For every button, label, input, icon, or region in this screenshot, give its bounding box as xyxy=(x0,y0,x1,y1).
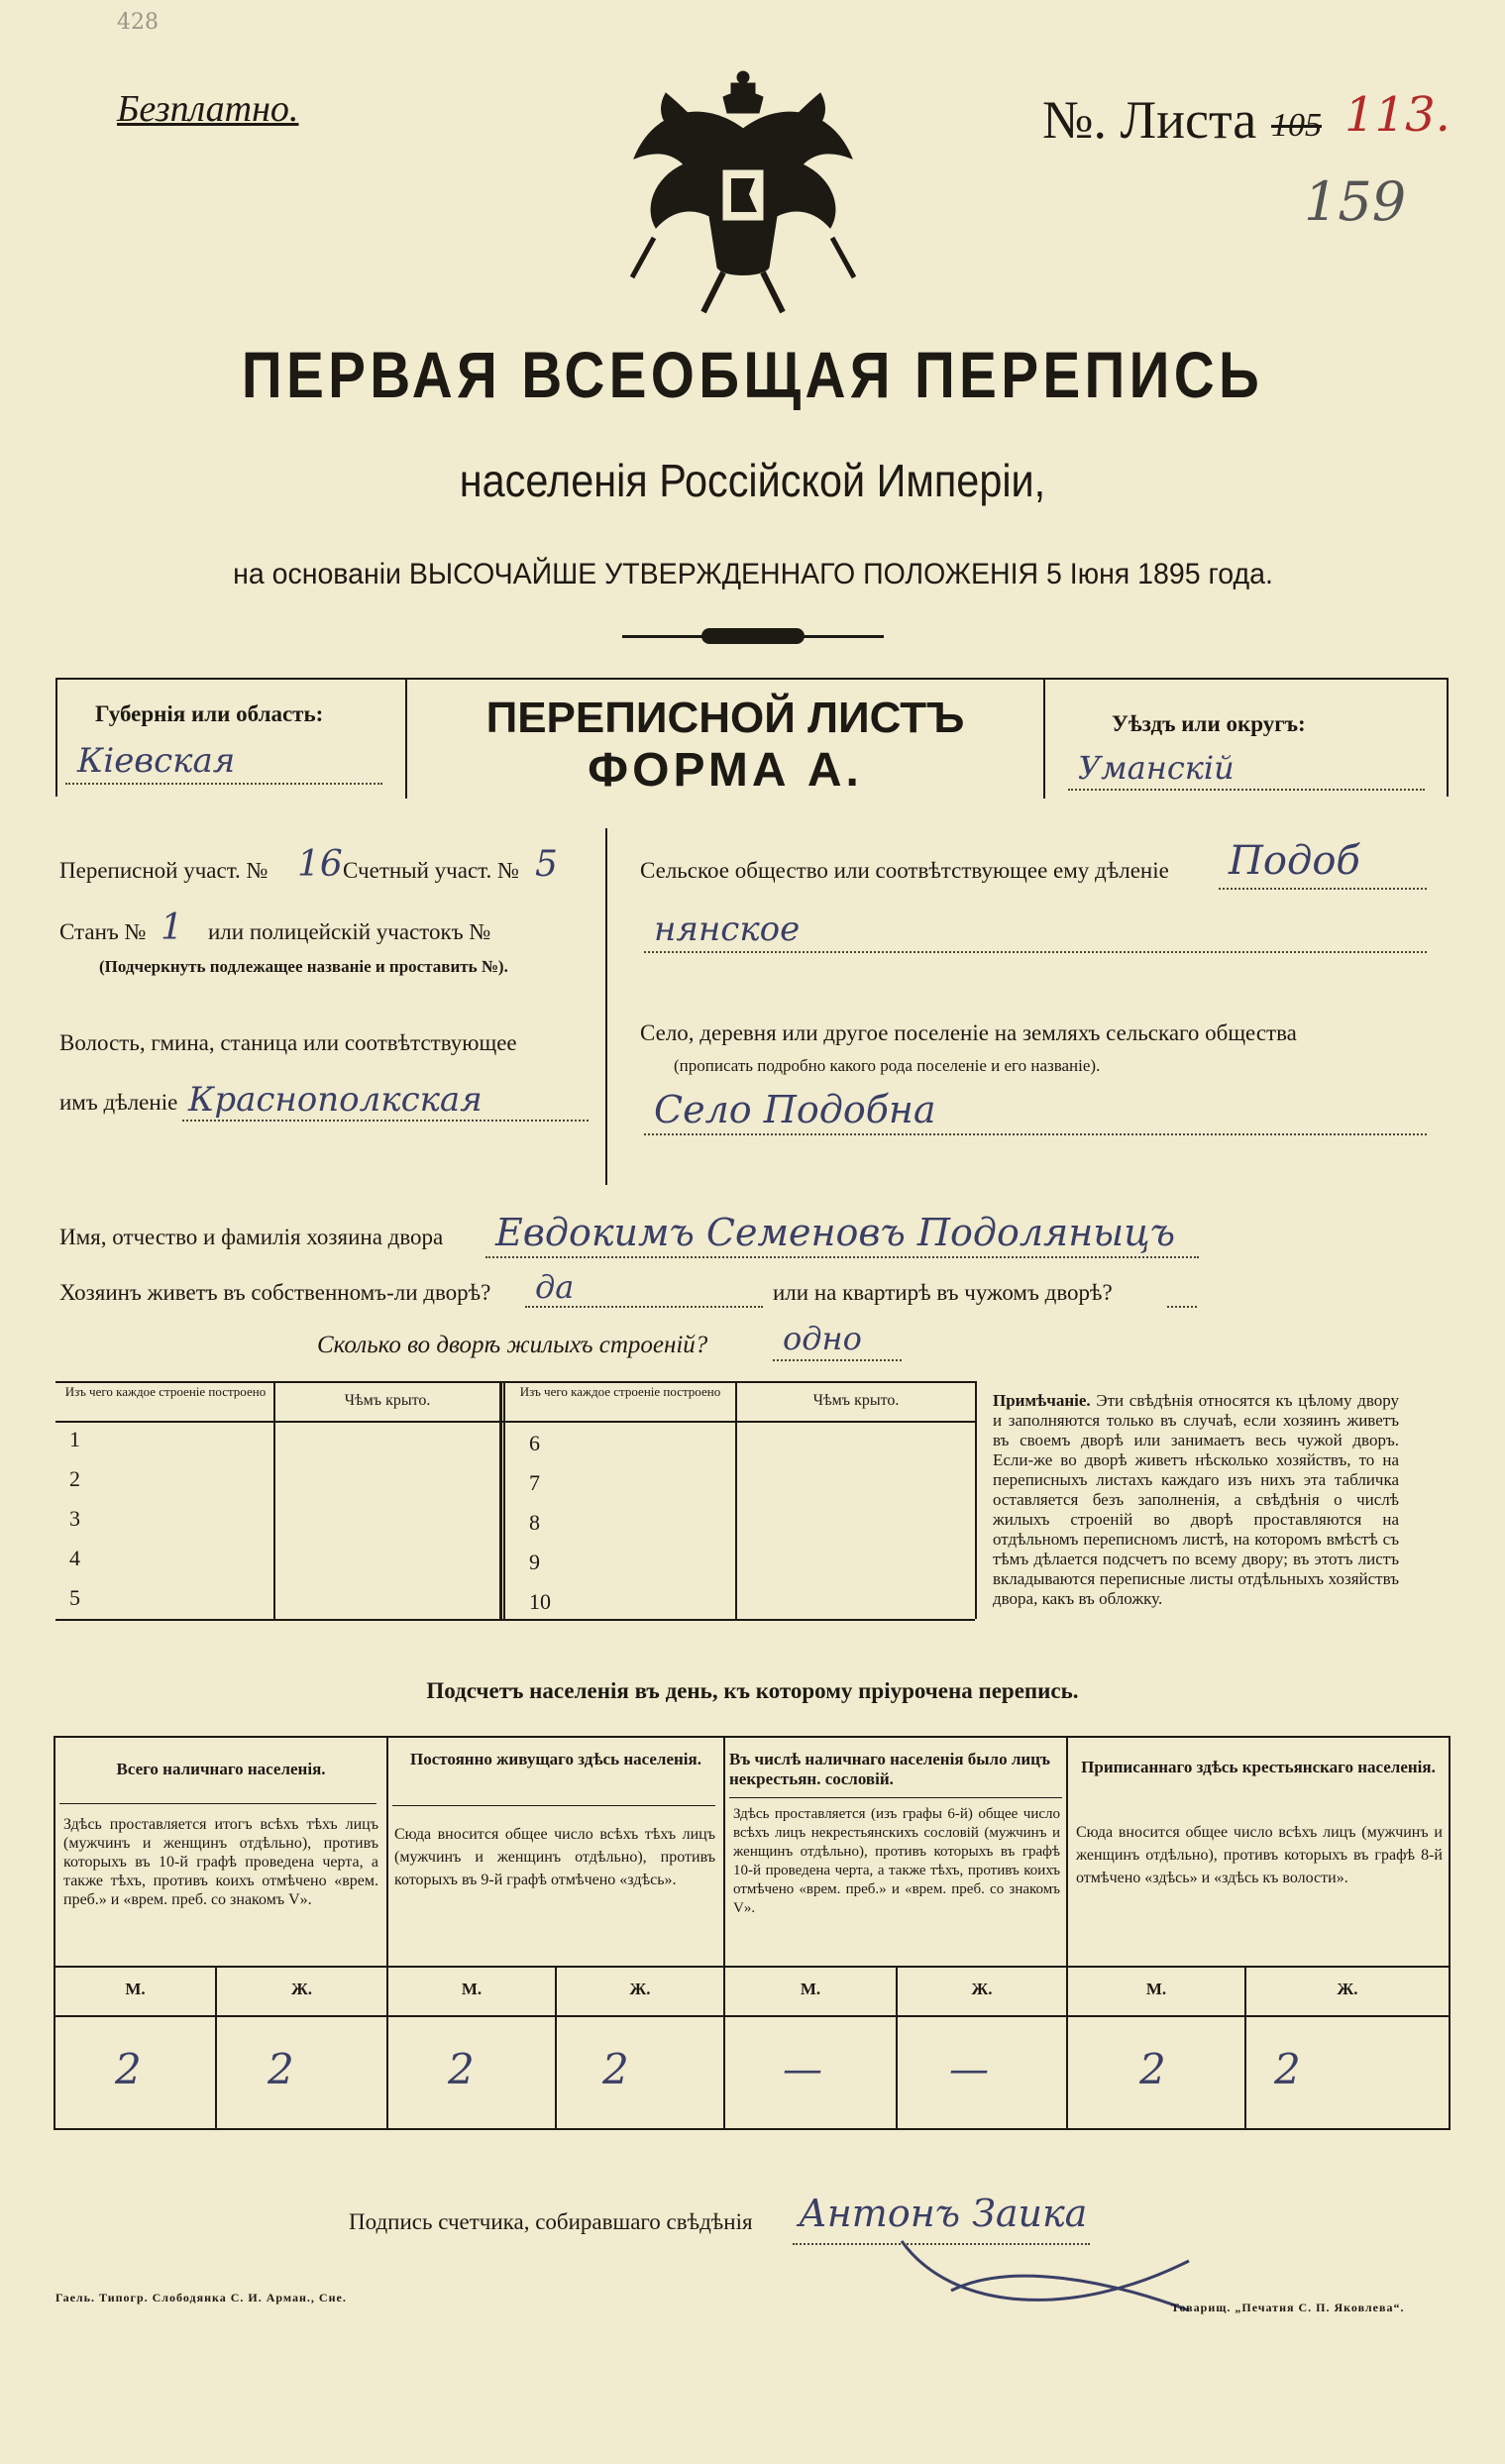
row-number: 4 xyxy=(69,1546,80,1570)
district-value: Уманскій xyxy=(1078,749,1235,787)
count-col2-title: Постоянно живущаго здѣсь населенія. xyxy=(410,1750,701,1768)
stan-value: 1 xyxy=(161,908,183,948)
volost-label-1: Волость, гмина, станица или соотвѣтствующее xyxy=(59,1030,517,1055)
printer-left: Гаель. Типогр. Слободянка С. И. Арман., Сне. xyxy=(55,2291,347,2304)
col-roof-left: Чѣмъ крыто. xyxy=(344,1392,431,1409)
row-number: 9 xyxy=(529,1550,540,1574)
sheet-number-label: №. Листа xyxy=(1042,90,1257,150)
count-col4-title: Приписаннаго здѣсь крестьянскаго населенія. xyxy=(1081,1758,1436,1776)
village-label: Село, деревня или другое поселеніе на земляхъ сельскаго общества xyxy=(640,1020,1297,1045)
note-text: Эти свѣдѣнія относятся къ цѣлому двору и заполняются только въ случаѣ, если хозяинъ живетъ въ своемъ дворѣ или занимаетъ весь чужой дворъ. Если-же во дворѣ живетъ нѣсколько хозяйствъ, то на переписныхъ листахъ каждаго изъ нихъ эта табличка оставляется безъ заполненія, а свѣдѣнія о числѣ жилыхъ строеній во дворѣ проставляются на отдѣльномъ переписномъ листѣ, на которомъ вмѣстѣ съ тѣмъ дѣлается подсчетъ по всему двору; въ этотъ листъ вкладываются переписные листы отдѣльныхъ хозяйствъ двора, какъ въ обложку. xyxy=(993,1391,1400,1608)
count-col4-m-label: М. xyxy=(1145,1980,1167,1998)
row-number: 2 xyxy=(69,1466,80,1491)
printer-right: Товарищ. „Печатня С. П. Яковлева“. xyxy=(1171,2301,1405,2314)
count-col4-text: Сюда вносится общее число всѣхъ лицъ (мужчинъ и женщинъ отдѣльно), противъ которыхъ въ графѣ 8-й отмѣчено «здѣсь» и «здѣсь къ волости». xyxy=(1076,1824,1443,1886)
count-col1-m-value: 2 xyxy=(115,2045,142,2093)
owner-name-label: Имя, отчество и фамилія хозяина двора xyxy=(59,1225,444,1249)
count-col1-text: Здѣсь проставляется итогъ всѣхъ тѣхъ лицъ (мужчинъ и женщинъ отдѣльно), противъ которыхъ въ 10-й графѣ проведена черта, а также тѣхъ, противъ коихъ отмѣчено «врем. преб.» и «врем. преб. со знакомъ V». xyxy=(63,1816,378,1908)
buildings-value: одно xyxy=(783,1320,862,1357)
col-material-right: Изъ чего каждое строеніе построено xyxy=(519,1384,721,1399)
count-area-label: Счетный участ. № xyxy=(343,858,519,883)
row-number: 5 xyxy=(69,1585,80,1610)
volost-label-2: имъ дѣленіе xyxy=(59,1090,178,1115)
count-col1-f-label: Ж. xyxy=(290,1980,313,1998)
count-col3-title: Въ числѣ наличнаго населенія было лицъ некрестьян. сословій. xyxy=(729,1750,1050,1788)
count-col3-m-value: — xyxy=(783,2047,822,2092)
owner-rent-label: или на квартирѣ въ чужомъ дворѣ? xyxy=(773,1280,1113,1305)
page-title: ПЕРВАЯ ВСЕОБЩАЯ ПЕРЕПИСЬ xyxy=(241,338,1264,411)
count-col1-f-value: 2 xyxy=(268,2045,294,2093)
free-label: Безплатно. xyxy=(117,88,299,130)
archive-pencil-mark: 428 xyxy=(117,10,159,35)
sheet-number-crossed: 105 xyxy=(1271,107,1322,144)
buildings-label: Сколько во дворѣ жилыхъ строеній? xyxy=(317,1332,708,1358)
signature-value: Антонъ Заика xyxy=(799,2192,1088,2235)
owner-name-value: Евдокимъ Семеновъ Подоляныцъ xyxy=(495,1211,1176,1254)
note xyxy=(993,1391,1399,1609)
count-col4-f-value: 2 xyxy=(1274,2045,1301,2093)
col-material-left: Изъ чего каждое строеніе построено xyxy=(64,1384,267,1399)
sheet-number-red: 113. xyxy=(1344,87,1451,143)
legal-basis: на основаніи ВЫСОЧАЙШЕ УТВЕРЖДЕННАГО ПОЛОЖЕНІЯ 5 Іюня 1895 года. xyxy=(233,558,1273,590)
district-label: Уѣздъ или округъ: xyxy=(1112,711,1306,736)
count-col2-m-label: М. xyxy=(461,1980,483,1998)
village-value: Село Подобна xyxy=(654,1088,936,1131)
census-area-value: 16 xyxy=(297,844,343,885)
village-note: (прописать подробно какого рода поселеніе и его названіе). xyxy=(674,1056,1101,1075)
signature-flourish xyxy=(892,2221,1209,2320)
census-area-label: Переписной участ. № xyxy=(59,858,269,883)
count-heading: Подсчетъ населенія въ день, къ которому пріурочена перепись. xyxy=(426,1678,1079,1703)
row-number: 6 xyxy=(529,1431,540,1455)
count-col4-m-value: 2 xyxy=(1139,2045,1166,2093)
ornament-center xyxy=(701,628,805,644)
count-col3-f-value: — xyxy=(949,2047,989,2092)
sheet-number-pencil: 159 xyxy=(1304,170,1407,233)
province-value: Кіевская xyxy=(77,741,236,781)
count-col2-f-value: 2 xyxy=(602,2045,629,2093)
owner-lives-value: да xyxy=(535,1268,575,1306)
signature-label: Подпись счетчика, собиравшаго свѣдѣнія xyxy=(349,2209,753,2234)
double-headed-eagle-icon xyxy=(614,69,872,317)
society-value-1: Подоб xyxy=(1229,838,1360,884)
count-col4-f-label: Ж. xyxy=(1337,1980,1358,1998)
page-subtitle: населенія Россійской Имперіи, xyxy=(459,455,1046,506)
count-col3-m-label: М. xyxy=(800,1980,821,1998)
row-number: 1 xyxy=(69,1427,80,1451)
count-area-value: 5 xyxy=(535,844,558,885)
count-col2-m-value: 2 xyxy=(448,2045,475,2093)
form-name: ФОРМА А. xyxy=(588,744,863,797)
count-col2-f-label: Ж. xyxy=(629,1980,651,1998)
province-label: Губернія или область: xyxy=(95,701,324,726)
owner-lives-label: Хозяинъ живетъ въ собственномъ-ли дворѣ? xyxy=(59,1280,491,1305)
count-col2-text: Сюда вносится общее число всѣхъ тѣхъ лицъ (мужчинъ и женщинъ отдѣльно), противъ которыхъ въ 9-й графѣ отмѣчено «здѣсь». xyxy=(394,1826,715,1888)
count-col1-m-label: М. xyxy=(125,1980,146,1998)
police-note: (Подчеркнуть подлежащее названіе и проставить №). xyxy=(99,957,508,976)
count-col1-title: Всего наличнаго населенія. xyxy=(116,1760,326,1778)
row-number: 7 xyxy=(529,1470,540,1495)
row-number: 10 xyxy=(529,1589,551,1614)
police-label: или полицейскій участокъ № xyxy=(208,919,491,944)
society-value-2: нянское xyxy=(654,910,801,949)
stan-label: Станъ № xyxy=(59,919,147,944)
row-number: 3 xyxy=(69,1506,80,1531)
count-col3-f-label: Ж. xyxy=(971,1980,993,1998)
society-label: Сельское общество или соотвѣтствующее ему дѣленіе xyxy=(640,858,1169,883)
count-col3-text: Здѣсь проставляется (изъ графы 6-й) общее число всѣхъ лицъ некрестьянскихъ сословій (мужчинъ и женщинъ отдѣльно), противъ которыхъ въ графѣ 10-й проведена черта, а также тѣхъ, противъ коихъ отмѣчено «врем. преб.» и «врем. преб. со знакомъ V». xyxy=(733,1806,1060,1916)
note-title: Примѣчаніе. xyxy=(993,1391,1091,1410)
col-roof-right: Чѣмъ крыто. xyxy=(812,1392,900,1409)
volost-value: Краснополкская xyxy=(188,1080,483,1120)
sheet-title: ПЕРЕПИСНОЙ ЛИСТЪ xyxy=(485,694,965,742)
row-number: 8 xyxy=(529,1510,540,1535)
